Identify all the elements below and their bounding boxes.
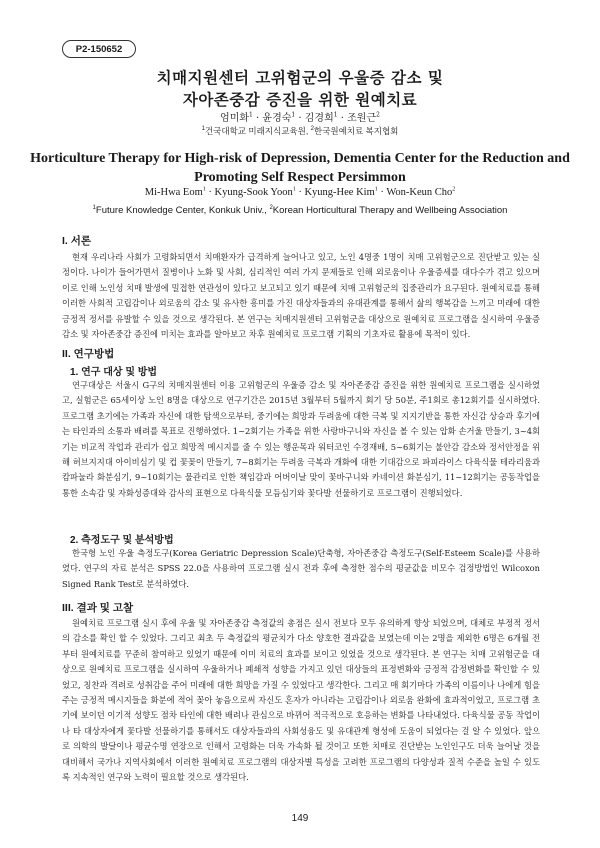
results-heading: III. 결과 및 고찰 <box>62 602 134 614</box>
english-title-line-2: Promoting Self Respect Persimmon <box>194 170 406 185</box>
methods-subheading-1: 1. 연구 대상 및 방법 <box>70 367 158 378</box>
page-number: 149 <box>291 813 309 824</box>
english-authors: Mi-Hwa Eom$^1$ · Kyung-Sook Yoon$^1$ · Kyung-Hee Kim$^1$ · Won-Keun Cho$^2$ <box>144 186 456 198</box>
results-paragraph: 원예치료 프로그램 실시 후에 우울 및 자아존중감 측정값의 총점은 실시 전보다 모두 유의하게 향상 되었으며, 대체로 부정적 정서의 감소를 확인 할 수 있었다. 그리고 최초 두 측정값의 평균치가 다소 양호한 결과값을 보였는데 이는 2명을 제외한 6명은 6개월 전부터 원예치료를 꾸준히 참여하고 있었기 때문에 이미 치료의 효과를 보이고 있었을 것으로 생각된다. 본 연구는 치매 고위험군을 대상으로 원예치료 프로그램을 실시하여 우울하거나 폐쇄적 성향을 가지고 있던 대상들의 표정변화와 긍정적 감정변화를 확인할 수 있었고, 칭찬과 격려로 성취감을 주어 미래에 대한 희망을 가질 수 있었다고 생각한다. 그리고 매 회기마다 가족의 이름이나 나에게 힘을 주는 긍정적 메시지들을 화분에 적어 꽂아 놓음으로써 자신도 혼자가 아니라는 고립감이나 외로움 완화에 효과적이었고, 프로그램 초기에 보이던 이기적 성향도 점차 타인에 대한 배려나 관심으로 바뀌어 적극적으로 호응하는 변화를 나타내었다. 다육식물 공동 작업이나 타 대상자에게 꽃다발 선물하기를 통해서도 대상자들과의 사회성융도 및 유대관계 형성에 도움이 되었다는 걸 알 수 있었다. 앞으로 의학의 발달이나 평균수명 연장으로 인해서 고령화는 더욱 가속화 될 것이고 또한 치매로 진단받는 노인인구도 더욱 늘어날 것을 대비해서 국가나 지역사회에서 이러한 원예치료 프로그램의 대상자별 특성을 고려한 프로그램의 다양성과 질적 수준을 높일 수 있도록 지속적인 연구와 노력이 필요할 것으로 생각된다. <box>62 618 540 783</box>
intro-heading: I. 서론 <box>62 235 92 247</box>
methods-heading: II. 연구방법 <box>62 348 115 360</box>
english-title-line-1: Horticulture Therapy for High-risk of Depression, Dementia Center for the Reduction and <box>30 151 570 166</box>
korean-author: 조원근 <box>347 113 377 124</box>
korean-author: 윤경숙 <box>262 113 292 124</box>
korean-affiliation: $^1$건국대학교 미래지식교육원, $^2$한국원예치료 복지협회 <box>201 126 399 136</box>
korean-title-line-2: 자아존중감 증진을 위한 원예치료 <box>182 90 418 109</box>
abstract-id-badge: P2-150652 <box>62 40 136 58</box>
korean-title-line-1: 치매지원센터 고위험군의 우울증 감소 및 <box>156 68 444 87</box>
intro-paragraph: 현재 우리나라 사회가 고령화되면서 치매환자가 급격하게 늘어나고 있고, 노인 4명중 1명이 치매 고위험군으로 진단받고 있는 실정이다. 나이가 들어가면서 질병이나 노화 및 사회, 심리적인 여러 가지 문제들로 인해 외로움이나 우울증세를 대다수가 겪고 있으며 이로 인해 노인성 치매 발생에 밀접한 연관성이 있다고 보고되고 있기 때문에 치매 고위험군의 집중관리가 요구된다. 원예치료를 통해 이러한 사회적 고립감이나 외로움의 감소 및 유사한 흥미를 가진 대상자들과의 유대관계를 통해서 삶의 행복감을 느끼고 미래에 대한 긍정적 정서를 유발할 수 있을 것으로 생각된다. 본 연구는 치매지원센터 고위험군을 대상으로 원예치료 프로그램을 실시하여 우울증 감소 및 자아존중감 증진에 미치는 효과를 알아보고 차후 원예치료 프로그램 기획의 기초자료 활용에 목적이 있다. <box>62 252 540 340</box>
english-affiliation: $^1$Future Knowledge Center, Konkuk Univ., $^2$Korean Horticultural Therapy and Wellbeing Association <box>92 204 508 216</box>
methods-paragraph-2: 한국형 노인 우울 측정도구(Korea Geriatric Depression Scale)단축형, 자아존중감 측정도구(Self-Esteem Scale)를 사용하였다. 연구의 자료 분석은 SPSS 22.0을 사용하여 프로그램 실시 전과 후에 측정한 점수의 평균값을 비모수 검정방법인 Wilcoxon Signed Rank Test로 분석하였다. <box>62 548 540 589</box>
methods-paragraph-1: 연구대상은 서울시 G구의 치매지원센터 이용 고위험군의 우울증 감소 및 자아존중감 증진을 위한 원예치료 프로그램을 실시하였고, 실험군은 65세이상 노인 8명을 대상으로 연구기간은 2015년 3월부터 5월까지 회기 당 50분, 주1회로 총12회기를 실시하였다. 프로그램 초기에는 가족과 자신에 대한 탐색으로부터, 중기에는 희망과 두려움에 대한 극복 및 지지기반을 통한 자신감 상승과 후기에는 타인과의 소통과 배려를 목표로 진행하였다. 1~2회기는 가족을 위한 사랑바구니와 자신을 볼 수 있는 압화 손거울 만들기, 3~4회기는 비교적 작업과 관리가 쉽고 희망적 메시지를 줄 수 있는 행운목과 워터코인 수경재배, 5~6회기는 불안감 감소와 정서안정을 위해 허브지지대 아이비심기 및 컵 꽃꽂이 만들기, 7~8회기는 두려움 극복과 개화에 대한 기대감으로 파피라이스 다육식물 테라리움과 캄파눌라 화분심기, 9~10회기는 물관리로 인한 책임감과 어버이날 맞이 꽃바구니와 카네이션 화분심기, 11~12회기는 공동작업을 통한 소속감 및 자화성증대와 감사의 표현으로 다육식물 모듬심기와 꽃다발 선물하기로 프로그램이 진행되었다. <box>62 380 540 498</box>
korean-author: 엄미화 <box>220 113 250 124</box>
methods-subheading-2: 2. 측정도구 및 분석방법 <box>70 535 174 546</box>
korean-authors: 엄미화$^1$ · 윤경숙$^1$ · 김경희$^1$ · 조원근$^2$ <box>220 111 380 124</box>
korean-author: 김경희 <box>304 113 334 124</box>
